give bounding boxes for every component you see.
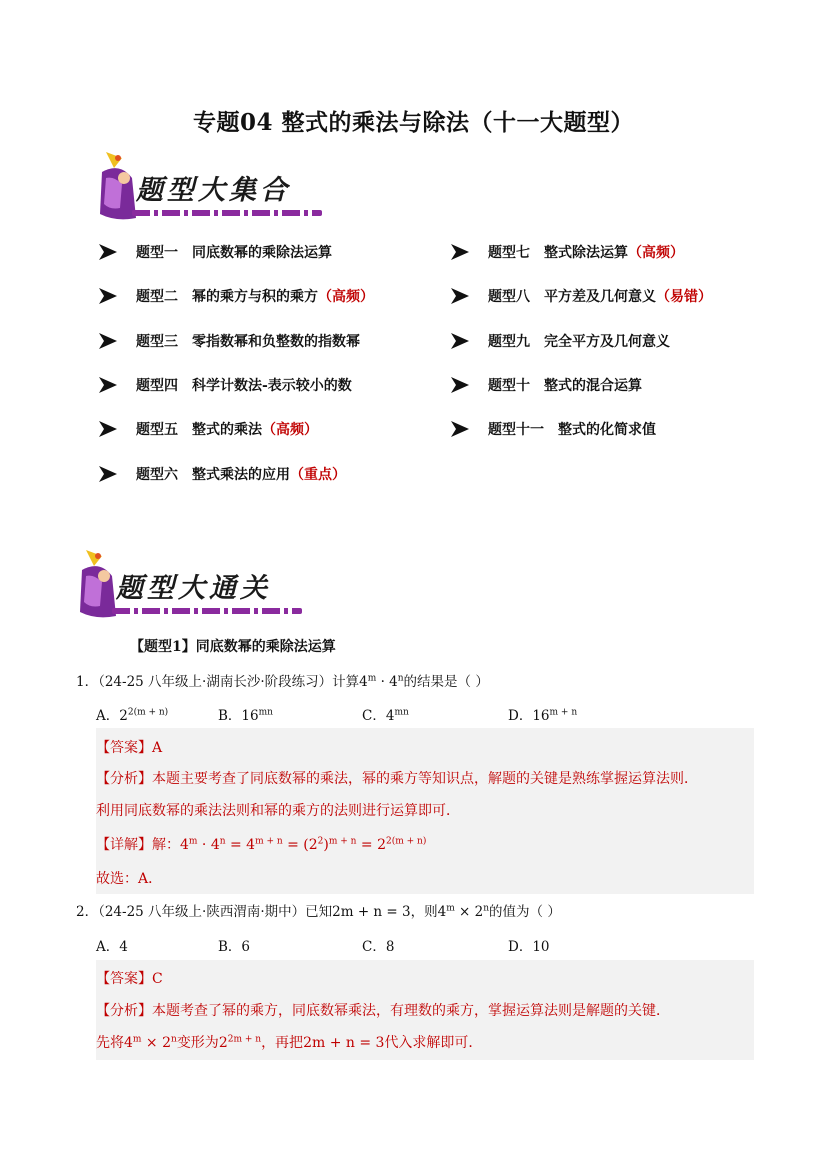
q2-option-b: B．6 bbox=[218, 939, 251, 955]
banner-collection-text: 题型大集合 bbox=[136, 175, 291, 206]
question-2-stem: 2．（24-25 八年级上·陕西渭南·期中）已知2m + n = 3，则$4^m \times 2^n$的值为（ ） bbox=[76, 903, 561, 920]
arrow-icon bbox=[98, 375, 118, 395]
banner-divider bbox=[132, 210, 322, 216]
arrow-icon bbox=[450, 286, 470, 306]
arrow-icon bbox=[98, 331, 118, 351]
arrow-icon bbox=[98, 242, 118, 262]
banner-practice bbox=[72, 546, 312, 622]
arrow-icon bbox=[98, 286, 118, 306]
toc-item: 题型二 幂的乘方与积的乘方 （高频） bbox=[98, 286, 374, 306]
q2-option-a: A．4 bbox=[96, 939, 128, 955]
q1-analysis-2: 利用同底数幂的乘法法则和幂的乘方的法则进行运算即可． bbox=[96, 803, 460, 819]
toc-item: 题型七 整式除法运算 （高频） bbox=[450, 242, 684, 262]
section-heading: 【题型1】同底数幂的乘除法运算 bbox=[130, 639, 336, 655]
toc-item: 题型四 科学计数法-表示较小的数 bbox=[98, 375, 352, 395]
arrow-icon bbox=[98, 464, 118, 484]
toc-item: 题型九 完全平方及几何意义 bbox=[450, 331, 670, 351]
q2-answer-box bbox=[96, 960, 754, 1060]
toc-item: 题型三 零指数幂和负整数的指数幂 bbox=[98, 331, 360, 351]
q1-option-b: B．$16^{mn}$ bbox=[218, 707, 273, 724]
q1-option-c: C．$4^{mn}$ bbox=[362, 707, 409, 724]
banner-collection bbox=[92, 148, 332, 226]
q1-detail: 【详解】解：$4^m \cdot 4^n = 4^{m + n} = (2^2)^{m + n} = 2^{2(m + n)}$ bbox=[96, 836, 427, 853]
q1-analysis-1: 【分析】本题主要考查了同底数幂的乘法，幂的乘方等知识点，解题的关键是熟练掌握运算法则． bbox=[96, 771, 698, 787]
q2-analysis-1: 【分析】本题考查了幂的乘方，同底数幂乘法，有理数的乘方，掌握运算法则是解题的关键． bbox=[96, 1003, 670, 1019]
q1-option-d: D．$16^{m + n}$ bbox=[508, 707, 578, 724]
arrow-icon bbox=[450, 242, 470, 262]
page-title: 专题04 整式的乘法与除法（十一大题型） bbox=[192, 109, 634, 136]
arrow-icon bbox=[450, 419, 470, 439]
arrow-icon bbox=[450, 331, 470, 351]
arrow-icon bbox=[98, 419, 118, 439]
q1-answer: 【答案】A bbox=[96, 740, 163, 756]
q1-choose: 故选：A． bbox=[96, 871, 163, 887]
banner-practice-text: 题型大通关 bbox=[116, 573, 271, 604]
toc-item: 题型十一 整式的化简求值 bbox=[450, 419, 656, 439]
toc-item: 题型五 整式的乘法 （高频） bbox=[98, 419, 318, 439]
toc-item: 题型八 平方差及几何意义 （易错） bbox=[450, 286, 712, 306]
toc-item: 题型十 整式的混合运算 bbox=[450, 375, 642, 395]
q2-analysis-2: 先将$4^m \times 2^n$变形为$2^{2m + n}$，再把2m + n = 3代入求解即可． bbox=[96, 1034, 483, 1051]
arrow-icon bbox=[450, 375, 470, 395]
toc-item: 题型一 同底数幂的乘除法运算 bbox=[98, 242, 332, 262]
q2-option-c: C．8 bbox=[362, 939, 395, 955]
q1-answer-box bbox=[96, 728, 754, 894]
q2-option-d: D．10 bbox=[508, 939, 550, 955]
question-1-stem: 1．（24-25 八年级上·湖南长沙·阶段练习）计算$4^m \cdot 4^n$的结果是（ ） bbox=[76, 673, 489, 690]
banner-divider bbox=[112, 608, 302, 614]
q1-option-a: A．$2^{2(m + n)}$ bbox=[96, 707, 169, 724]
q2-answer: 【答案】C bbox=[96, 971, 163, 987]
toc-item: 题型六 整式乘法的应用 （重点） bbox=[98, 464, 346, 484]
